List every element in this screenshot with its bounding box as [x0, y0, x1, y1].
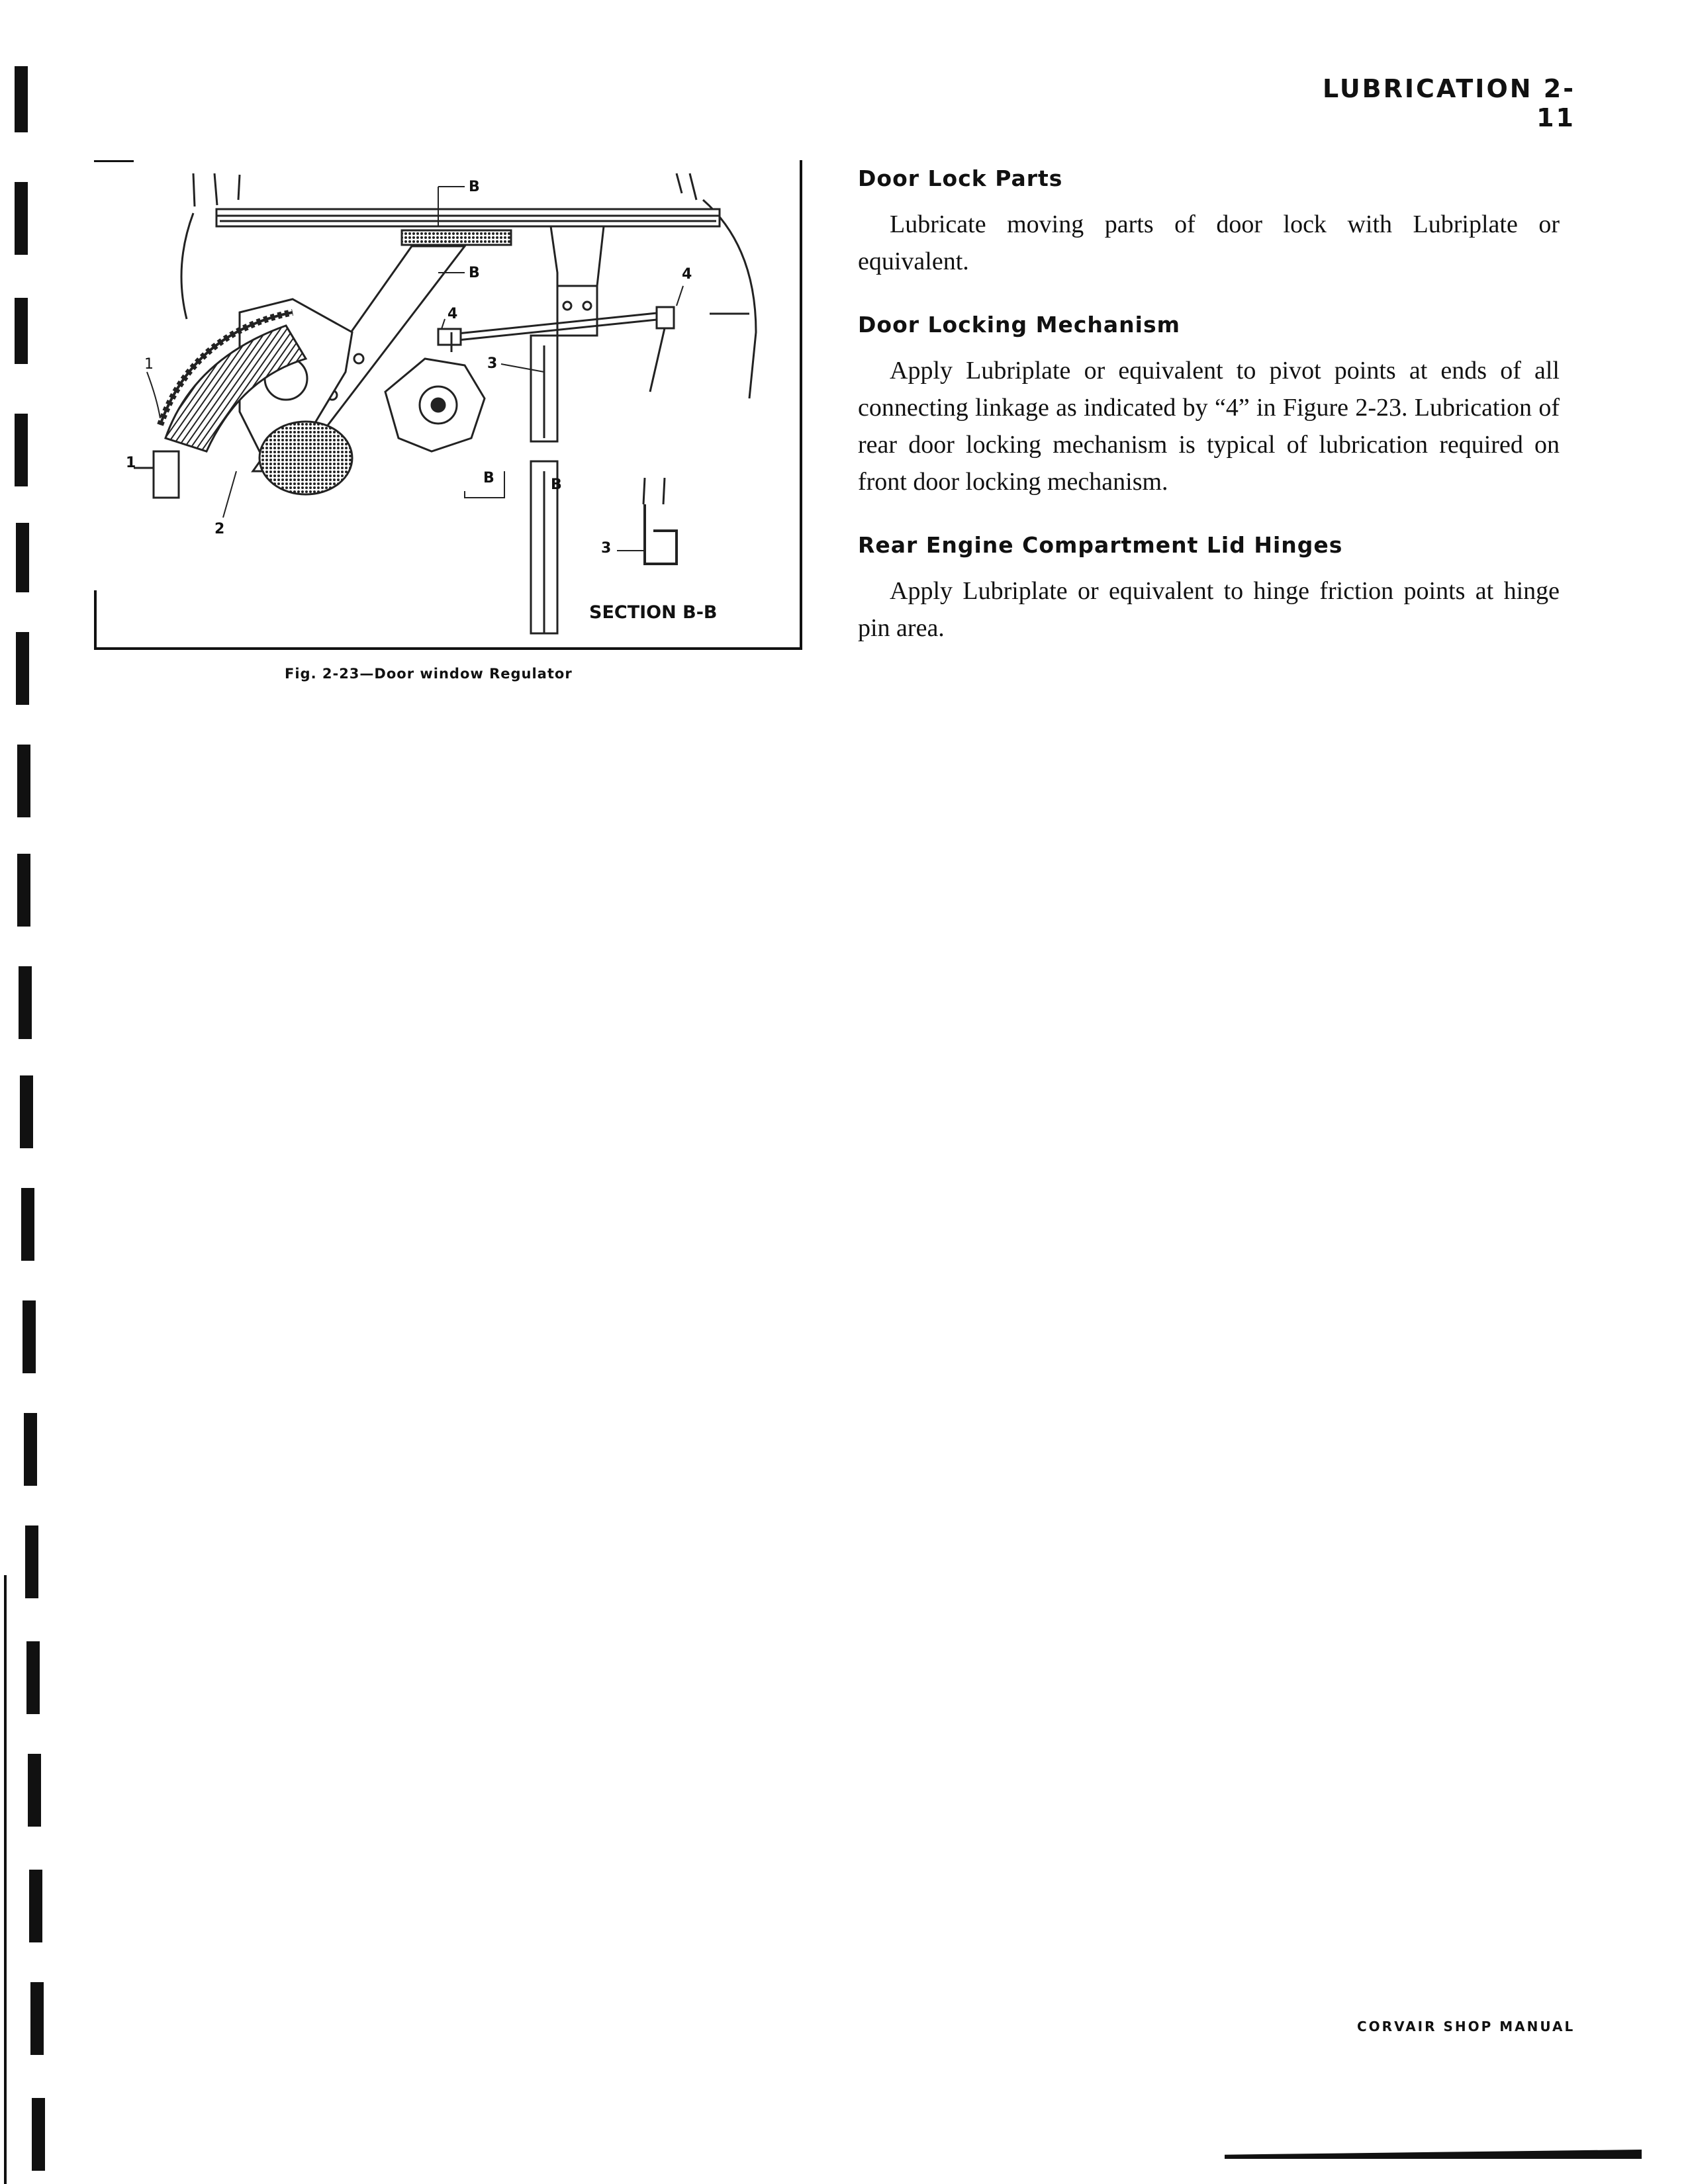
section-heading: Rear Engine Compartment Lid Hinges: [858, 532, 1343, 558]
section-door-lock-parts: [858, 165, 1560, 280]
binder-mark: [21, 1188, 34, 1261]
callout-4: 4: [682, 266, 692, 283]
callout-4: 4: [447, 306, 458, 322]
binder-mark: [16, 632, 29, 705]
callout-b: B: [551, 477, 562, 493]
callout-1: 1: [144, 356, 154, 373]
binder-mark: [16, 523, 29, 592]
binder-mark: [15, 182, 28, 255]
page-footer: CORVAIR SHOP MANUAL: [1357, 2019, 1575, 2034]
callout-b: B: [469, 179, 480, 195]
binder-mark: [17, 745, 30, 817]
binder-mark: [25, 1525, 38, 1598]
binder-mark: [30, 1982, 44, 2055]
section-rear-engine-lid-hinges: [858, 532, 1560, 647]
section-body: Apply Lubriplate or equivalent to pivot points at ends of all connecting linkage as indicated by “4” in Figure 2-23. Lubrication of rear door locking mechanism is typical of lubrication required on front door locking mechanism.: [858, 357, 1560, 496]
callout-b: B: [469, 265, 480, 281]
binder-mark: [28, 1754, 41, 1827]
section-door-locking-mechanism: [858, 312, 1560, 500]
binder-mark: [15, 66, 28, 132]
binder-mark: [24, 1413, 37, 1486]
door-window-regulator-illustration: [94, 160, 800, 647]
binder-mark: [26, 1641, 40, 1714]
section-body: Lubricate moving parts of door lock with Lubriplate or equivalent.: [858, 210, 1560, 275]
section-heading: Door Locking Mechanism: [858, 312, 1180, 338]
callout-b: B: [483, 470, 494, 486]
page-header: LUBRICATION 2-11: [1322, 74, 1575, 132]
text-column: [858, 165, 1560, 678]
binder-mark: [15, 414, 28, 486]
section-label: SECTION B-B: [589, 602, 718, 623]
binder-mark: [19, 966, 32, 1039]
binder-mark: [17, 854, 30, 927]
callout-1: 1: [126, 455, 136, 471]
binder-mark: [15, 298, 28, 364]
section-heading: Door Lock Parts: [858, 165, 1063, 191]
binder-mark: [29, 1870, 42, 1942]
binder-mark: [20, 1075, 33, 1148]
binder-mark: [32, 2098, 45, 2171]
figure-caption: Fig. 2-23—Door window Regulator: [285, 666, 573, 682]
page-edge-line: [4, 1575, 7, 2184]
callout-2: 2: [214, 521, 225, 537]
callout-3: 3: [487, 355, 498, 372]
section-body: Apply Lubriplate or equivalent to hinge friction points at hinge pin area.: [858, 577, 1560, 642]
callout-3: 3: [601, 540, 612, 557]
binder-mark: [23, 1300, 36, 1373]
bottom-rule: [1225, 2150, 1642, 2159]
figure-frame: [94, 160, 802, 650]
